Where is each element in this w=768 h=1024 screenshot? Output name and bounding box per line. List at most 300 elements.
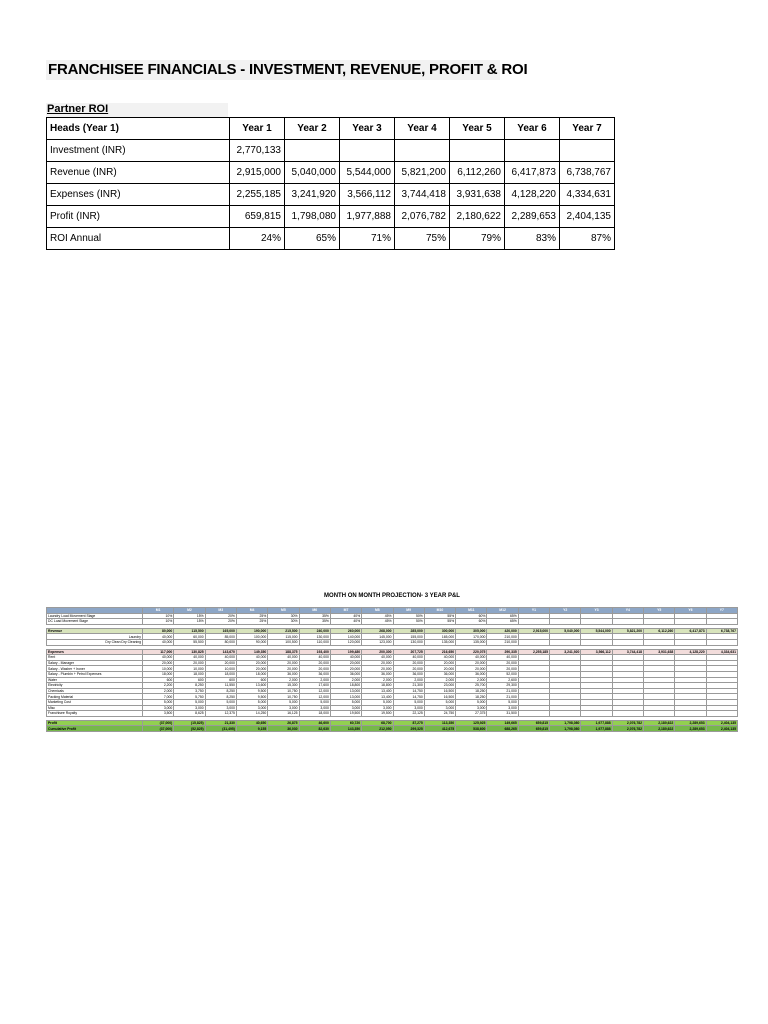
monthly-cell: 22,125 [393, 711, 424, 717]
monthly-cell: 5,000 [143, 699, 174, 705]
monthly-cell: 36,000 [424, 671, 455, 677]
monthly-cell: 2,000 [456, 677, 487, 683]
monthly-cell: 18,000 [236, 671, 267, 677]
roi-row-head: ROI Annual [47, 228, 230, 250]
monthly-cell: 125,925 [456, 720, 487, 726]
monthly-cell: 10,750 [268, 688, 299, 694]
roi-header-cell: Year 6 [505, 118, 560, 140]
monthly-cell: 9,500 [236, 694, 267, 700]
monthly-cell: 40,000 [456, 655, 487, 661]
monthly-projection-title: MONTH ON MONTH PROJECTION- 3 YEAR P&L [324, 593, 460, 599]
monthly-header-cell: M6 [299, 608, 330, 614]
monthly-cell: 3,744,418 [612, 649, 643, 655]
monthly-header-cell: M11 [456, 608, 487, 614]
monthly-header-cell: Y6 [675, 608, 706, 614]
roi-row-head: Investment (INR) [47, 140, 230, 162]
monthly-row-label: Salary - Plumbin + Petrol Expenses [47, 671, 143, 677]
monthly-cell: 31,500 [487, 711, 518, 717]
monthly-cell: 10,750 [268, 694, 299, 700]
monthly-cell: 305,000 [456, 628, 487, 634]
roi-row-head: Profit (INR) [47, 206, 230, 228]
monthly-cell: 6,112,260 [644, 628, 675, 634]
monthly-header-cell: M4 [236, 608, 267, 614]
monthly-row [47, 726, 738, 732]
monthly-cell: 19,500 [330, 711, 361, 717]
roi-cell [450, 140, 505, 162]
monthly-cell: 165,000 [205, 628, 236, 634]
monthly-cell: (52,825) [174, 726, 205, 732]
monthly-cell: 55% [424, 613, 455, 619]
roi-cell [560, 140, 615, 162]
monthly-cell: 40,000 [330, 655, 361, 661]
monthly-cell: 3,000 [205, 705, 236, 711]
monthly-cell: 130,825 [174, 649, 205, 655]
monthly-cell: 87,275 [393, 720, 424, 726]
monthly-cell: 193,400 [299, 649, 330, 655]
monthly-cell: 5,821,200 [612, 628, 643, 634]
monthly-cell: 45% [362, 619, 393, 625]
monthly-header-cell: M9 [393, 608, 424, 614]
monthly-cell: 600 [205, 677, 236, 683]
monthly-cell: 17,600 [299, 683, 330, 689]
monthly-cell: 3,000 [487, 705, 518, 711]
monthly-row-label: Marketing Cost [47, 699, 143, 705]
monthly-cell: 2,180,622 [644, 726, 675, 732]
roi-cell: 2,255,185 [230, 184, 285, 206]
monthly-cell: 21,330 [205, 720, 236, 726]
monthly-cell: 20,000 [143, 660, 174, 666]
monthly-row-label: Rent [47, 655, 143, 661]
monthly-cell: 190,000 [236, 628, 267, 634]
roi-cell [505, 140, 560, 162]
monthly-cell: 20,000 [456, 660, 487, 666]
monthly-cell: 10% [143, 613, 174, 619]
monthly-cell: 9,155 [236, 726, 267, 732]
monthly-cell: 420,000 [487, 628, 518, 634]
monthly-cell: 2,000 [268, 677, 299, 683]
monthly-cell: 18,000 [143, 671, 174, 677]
roi-header-cell: Year 2 [285, 118, 340, 140]
monthly-cell: 3,000 [143, 705, 174, 711]
monthly-cell: 3,931,638 [644, 649, 675, 655]
monthly-cell: 5,000 [174, 699, 205, 705]
monthly-cell: 40,000 [299, 655, 330, 661]
monthly-cell: 10% [143, 619, 174, 625]
monthly-cell: 200,300 [362, 649, 393, 655]
roi-row-revenue [47, 162, 615, 184]
monthly-cell: 117,000 [143, 649, 174, 655]
monthly-cell: 18,000 [174, 671, 205, 677]
monthly-cell: 123,000 [362, 639, 393, 645]
roi-cell: 2,770,133 [230, 140, 285, 162]
roi-cell: 3,566,112 [340, 184, 395, 206]
monthly-cell: 5,000 [424, 699, 455, 705]
monthly-cell: 155,000 [393, 634, 424, 640]
roi-header-cell: Year 5 [450, 118, 505, 140]
monthly-cell: 20,000 [299, 666, 330, 672]
roi-cell: 24% [230, 228, 285, 250]
monthly-cell: (37,000) [143, 720, 174, 726]
monthly-cell: 40,000 [205, 655, 236, 661]
monthly-cell: 20,000 [174, 660, 205, 666]
roi-cell: 75% [395, 228, 450, 250]
monthly-cell: 2,000 [330, 677, 361, 683]
roi-cell: 6,417,873 [505, 162, 560, 184]
roi-header-cell: Heads (Year 1) [47, 118, 230, 140]
monthly-cell: 2,200 [143, 683, 174, 689]
monthly-cell: 2,289,653 [675, 720, 706, 726]
monthly-cell: 3,000 [330, 705, 361, 711]
monthly-cell: 40,650 [236, 720, 267, 726]
monthly-cell: 2,289,653 [675, 726, 706, 732]
monthly-cell: 36,030 [268, 726, 299, 732]
monthly-cell: 45% [362, 613, 393, 619]
monthly-cell: 2,915,000 [518, 628, 549, 634]
monthly-cell: 50% [393, 619, 424, 625]
roi-cell: 4,128,220 [505, 184, 560, 206]
monthly-cell: 14,250 [236, 711, 267, 717]
monthly-cell: 600 [143, 677, 174, 683]
monthly-cell: 20,000 [268, 660, 299, 666]
monthly-cell: 25% [236, 619, 267, 625]
monthly-cell: 12,375 [205, 711, 236, 717]
roi-cell [340, 140, 395, 162]
monthly-cell: (37,000) [143, 726, 174, 732]
monthly-cell: (15,825) [174, 720, 205, 726]
monthly-cell: 10,000 [174, 666, 205, 672]
monthly-cell: 20,000 [330, 660, 361, 666]
monthly-cell: 40,000 [487, 655, 518, 661]
monthly-cell: 19,500 [362, 711, 393, 717]
monthly-row-label: Packing Material [47, 694, 143, 700]
monthly-cell: 1,977,888 [581, 726, 612, 732]
roi-header-cell: Year 3 [340, 118, 395, 140]
roi-cell: 1,977,888 [340, 206, 395, 228]
roi-row-profit [47, 206, 615, 228]
monthly-cell: 5,000 [299, 699, 330, 705]
monthly-cell: 20,000 [205, 660, 236, 666]
monthly-row-label: Laundry Load Movement Stage [47, 613, 143, 619]
roi-cell [285, 140, 340, 162]
monthly-cell: 24,750 [424, 711, 455, 717]
monthly-cell: 100,000 [236, 634, 267, 640]
partner-roi-label: Partner ROI [47, 103, 109, 115]
monthly-cell: 110,000 [299, 639, 330, 645]
monthly-header-cell: M10 [424, 608, 455, 614]
monthly-cell: 21,000 [487, 694, 518, 700]
monthly-header-cell: Y4 [612, 608, 643, 614]
monthly-cell: 215,500 [268, 628, 299, 634]
monthly-cell: 1,798,080 [550, 726, 581, 732]
monthly-cell: 40,000 [143, 655, 174, 661]
monthly-cell: 5,000 [456, 699, 487, 705]
roi-cell: 659,815 [230, 206, 285, 228]
monthly-cell: 3,750 [174, 688, 205, 694]
monthly-cell: 207,725 [393, 649, 424, 655]
monthly-cell: 600 [174, 677, 205, 683]
monthly-cell: 25,700 [456, 683, 487, 689]
monthly-cell: 2,000 [424, 677, 455, 683]
roi-row-investment [47, 140, 615, 162]
monthly-cell: 20,000 [362, 660, 393, 666]
monthly-cell: 40,000 [362, 655, 393, 661]
monthly-cell: 40% [330, 619, 361, 625]
monthly-cell: 25% [236, 613, 267, 619]
monthly-row-label: DC Load Movement Stage [47, 619, 143, 625]
monthly-cell: 20,000 [236, 666, 267, 672]
monthly-cell: 20,000 [393, 660, 424, 666]
monthly-cell: 220,075 [456, 649, 487, 655]
monthly-cell: 212,050 [362, 726, 393, 732]
monthly-cell: 5,544,000 [581, 628, 612, 634]
roi-cell: 3,931,638 [450, 184, 505, 206]
monthly-cell: 16,500 [424, 688, 455, 694]
monthly-cell: 5,000 [205, 699, 236, 705]
monthly-cell: 130,000 [393, 639, 424, 645]
monthly-header-cell: M3 [205, 608, 236, 614]
roi-cell: 65% [285, 228, 340, 250]
roi-header-row [47, 118, 615, 140]
monthly-cell: 688,265 [487, 726, 518, 732]
monthly-cell: 13,400 [362, 688, 393, 694]
monthly-cell: 13,000 [330, 688, 361, 694]
monthly-cell: 46,600 [299, 720, 330, 726]
monthly-header-cell: Y5 [644, 608, 675, 614]
monthly-cell: 149,665 [487, 720, 518, 726]
roi-row-expenses [47, 184, 615, 206]
monthly-cell: 20,000 [299, 660, 330, 666]
monthly-cell: 14,750 [393, 688, 424, 694]
roi-header-cell: Year 4 [395, 118, 450, 140]
roi-cell: 83% [505, 228, 560, 250]
monthly-cell: (31,495) [205, 726, 236, 732]
monthly-row-label: Salary - Washer + Ironer [47, 666, 143, 672]
monthly-cell: 36,000 [330, 671, 361, 677]
roi-cell: 3,241,920 [285, 184, 340, 206]
monthly-cell: 40,000 [174, 655, 205, 661]
monthly-cell: 55% [424, 619, 455, 625]
roi-header-cell: Year 7 [560, 118, 615, 140]
monthly-cell: 3,566,112 [581, 649, 612, 655]
document-title: FRANCHISEE FINANCIALS - INVESTMENT, REVENUE, PROFIT & ROI [48, 61, 528, 78]
monthly-cell: 15% [174, 619, 205, 625]
monthly-header-cell: Y3 [581, 608, 612, 614]
monthly-cell: 3,000 [299, 705, 330, 711]
monthly-cell: 80,000 [205, 639, 236, 645]
monthly-cell: 65% [487, 613, 518, 619]
monthly-cell: 5,000 [268, 699, 299, 705]
monthly-cell: 2,180,622 [644, 720, 675, 726]
monthly-cell: 85,000 [205, 634, 236, 640]
monthly-cell: 3,241,920 [550, 649, 581, 655]
monthly-cell: 10,000 [205, 666, 236, 672]
monthly-cell: 20,000 [487, 666, 518, 672]
roi-cell: 4,334,631 [560, 184, 615, 206]
monthly-cell: 100,500 [268, 639, 299, 645]
monthly-cell: 40,000 [393, 655, 424, 661]
monthly-cell: 8,250 [174, 683, 205, 689]
monthly-cell: 82,630 [299, 726, 330, 732]
monthly-cell: 12,000 [299, 694, 330, 700]
monthly-cell: 140,000 [330, 634, 361, 640]
monthly-cell: 290,335 [487, 649, 518, 655]
title-bar [46, 60, 528, 80]
monthly-cell: 4,334,631 [706, 649, 737, 655]
monthly-cell: 15% [174, 613, 205, 619]
monthly-header-cell: M5 [268, 608, 299, 614]
monthly-cell: 2,000 [299, 677, 330, 683]
monthly-cell: 538,600 [456, 726, 487, 732]
monthly-cell: 268,000 [362, 628, 393, 634]
monthly-cell: 115,500 [174, 628, 205, 634]
monthly-cell: 5,000 [236, 699, 267, 705]
roi-cell: 87% [560, 228, 615, 250]
monthly-cell: 8,250 [205, 688, 236, 694]
monthly-cell: 3,000 [174, 705, 205, 711]
monthly-cell: 10,000 [143, 666, 174, 672]
monthly-cell: 23,000 [424, 683, 455, 689]
roi-cell: 5,821,200 [395, 162, 450, 184]
roi-cell: 2,076,782 [395, 206, 450, 228]
monthly-row-label: Misc [47, 705, 143, 711]
monthly-cell: 115,000 [268, 634, 299, 640]
monthly-cell: 2,404,135 [706, 726, 737, 732]
monthly-cell: 90,000 [236, 639, 267, 645]
roi-row-head: Expenses (INR) [47, 184, 230, 206]
monthly-cell: 5,040,000 [550, 628, 581, 634]
monthly-cell: 199,480 [330, 649, 361, 655]
monthly-cell: 5,000 [330, 699, 361, 705]
monthly-row-label: Salary - Manager [47, 660, 143, 666]
roi-header-cell: Year 1 [230, 118, 285, 140]
monthly-row-label: Electricity [47, 683, 143, 689]
monthly-cell: 240,000 [299, 628, 330, 634]
monthly-cell: 1,977,888 [581, 720, 612, 726]
monthly-cell: 412,675 [424, 726, 455, 732]
monthly-header-cell: M2 [174, 608, 205, 614]
monthly-cell: 3,000 [268, 705, 299, 711]
monthly-cell: 18,250 [456, 694, 487, 700]
roi-cell: 2,404,135 [560, 206, 615, 228]
monthly-cell: 20,000 [424, 666, 455, 672]
monthly-cell: 15,300 [268, 683, 299, 689]
monthly-cell: 36,000 [299, 671, 330, 677]
roi-cell: 2,289,653 [505, 206, 560, 228]
monthly-row-label: Laundry [47, 634, 143, 640]
monthly-cell: 210,000 [487, 634, 518, 640]
monthly-cell: 30% [268, 613, 299, 619]
monthly-cell: 113,350 [424, 720, 455, 726]
monthly-row-label: Franchisee Royalty [47, 711, 143, 717]
roi-cell: 2,180,622 [450, 206, 505, 228]
monthly-cell: 13,600 [236, 683, 267, 689]
partner-roi-bar [46, 103, 228, 118]
monthly-cell: 20,000 [393, 666, 424, 672]
monthly-cell: 35% [299, 619, 330, 625]
monthly-cell: 16,125 [268, 711, 299, 717]
monthly-cell: 210,000 [487, 639, 518, 645]
monthly-cell: 2,076,782 [612, 726, 643, 732]
monthly-row-label: Water [47, 677, 143, 683]
monthly-cell: 2,076,782 [612, 720, 643, 726]
roi-cell [395, 140, 450, 162]
monthly-cell: 60% [456, 619, 487, 625]
monthly-cell: 13,000 [330, 694, 361, 700]
roi-row-head: Revenue (INR) [47, 162, 230, 184]
monthly-cell: 55,500 [174, 639, 205, 645]
monthly-cell: 2,404,135 [706, 720, 737, 726]
monthly-cell: 3,000 [362, 705, 393, 711]
monthly-cell: 30% [268, 619, 299, 625]
monthly-cell: 5,750 [174, 694, 205, 700]
monthly-cell: 20% [205, 619, 236, 625]
monthly-cell: 130,000 [299, 634, 330, 640]
roi-cell: 3,744,418 [395, 184, 450, 206]
monthly-row-label: Cumulative Profit [47, 726, 143, 732]
monthly-cell: 20,000 [424, 660, 455, 666]
monthly-header-cell: M8 [362, 608, 393, 614]
monthly-cell: 659,815 [518, 720, 549, 726]
monthly-cell: 65% [487, 619, 518, 625]
monthly-header-cell: M7 [330, 608, 361, 614]
monthly-cell: 20% [205, 613, 236, 619]
monthly-cell: 35% [299, 613, 330, 619]
monthly-projection-table [46, 607, 738, 732]
monthly-cell: 12,000 [299, 688, 330, 694]
monthly-cell: 260,000 [330, 628, 361, 634]
monthly-cell: 26,875 [268, 720, 299, 726]
monthly-cell: 285,000 [393, 628, 424, 634]
roi-cell: 6,112,260 [450, 162, 505, 184]
roi-cell: 71% [340, 228, 395, 250]
monthly-cell: 21,000 [487, 688, 518, 694]
monthly-cell: 3,500 [143, 711, 174, 717]
monthly-cell: 60,000 [174, 634, 205, 640]
monthly-cell: 2,600 [487, 677, 518, 683]
roi-cell: 2,915,000 [230, 162, 285, 184]
monthly-cell: 5,000 [362, 699, 393, 705]
monthly-row-label: Dry Clean Dry Cleaning [47, 639, 143, 645]
monthly-cell: 300,000 [424, 628, 455, 634]
monthly-cell: 20,000 [362, 666, 393, 672]
monthly-cell: 11,550 [205, 683, 236, 689]
monthly-cell: 20,000 [236, 660, 267, 666]
monthly-cell: 2,255,185 [518, 649, 549, 655]
monthly-cell: 36,000 [362, 671, 393, 677]
monthly-cell: 36,000 [456, 671, 487, 677]
monthly-cell: 18,800 [330, 683, 361, 689]
monthly-header-cell: Y2 [550, 608, 581, 614]
monthly-row-label: Profit [47, 720, 143, 726]
monthly-cell: 8,250 [205, 694, 236, 700]
roi-cell: 5,040,000 [285, 162, 340, 184]
monthly-cell: 27,375 [456, 711, 487, 717]
monthly-cell: 29,300 [487, 683, 518, 689]
monthly-cell: 60,720 [330, 720, 361, 726]
monthly-cell: 145,000 [362, 634, 393, 640]
monthly-cell: 299,325 [393, 726, 424, 732]
monthly-cell: 13,400 [362, 694, 393, 700]
monthly-header-cell: M1 [143, 608, 174, 614]
monthly-header-cell: Y1 [518, 608, 549, 614]
monthly-cell: 40,000 [143, 639, 174, 645]
monthly-cell: 18,250 [456, 688, 487, 694]
monthly-cell: 7,000 [143, 694, 174, 700]
monthly-cell: 36,000 [268, 671, 299, 677]
roi-cell: 5,544,000 [340, 162, 395, 184]
monthly-cell: 6,738,767 [706, 628, 737, 634]
monthly-cell: 188,375 [268, 649, 299, 655]
